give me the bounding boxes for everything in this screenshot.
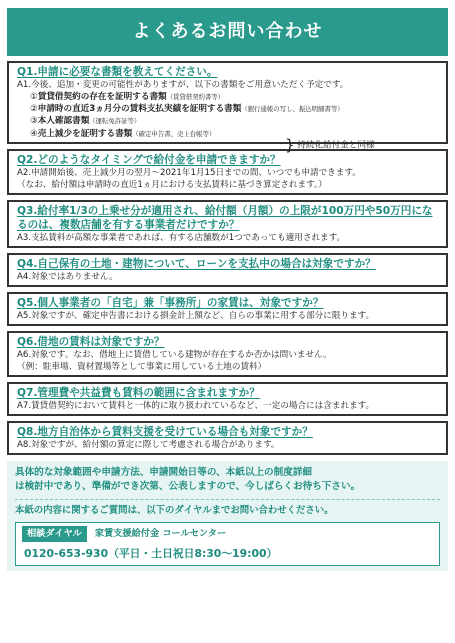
faq-item-q4 <box>7 253 448 287</box>
document-number: ① <box>30 92 38 102</box>
faq-item-q5 <box>7 292 448 326</box>
contact-intro: 本紙の内容に関するご質問は、以下のダイヤルまでお問い合わせください。 <box>15 504 334 516</box>
document-note: （運転免許証等） <box>89 117 141 126</box>
question-text: Q2.どのようなタイミングで給付金を申請できますか？ <box>17 153 281 166</box>
answer-text: A1.今後、追加・変更の可能性がありますが、以下の書類をご用意いただく予定です。 <box>17 80 349 90</box>
faq-item-q7 <box>7 382 448 416</box>
question-text: Q4.自己保有の土地・建物について、ローンを支払中の場合は対象ですか？ <box>17 257 376 270</box>
contact-label: 相談ダイヤル <box>22 526 87 542</box>
answer-text: A6.対象です。なお、借地上に賃借している建物が存在するか否かは問いません。 <box>17 349 332 360</box>
answer-text: A3.支払賃料が高額な事業者であれば、有する店舗数が1つであっても適用されます。 <box>17 232 346 243</box>
document-item <box>17 91 440 103</box>
answer-text: A4.対象ではありません。 <box>17 271 118 282</box>
document-label: 申請時の直近3ヵ月分の賃料支払実績を証明する書類 <box>37 104 242 115</box>
question-text: Q5.個人事業者の「自宅」兼「事務所」の家賃は、対象ですか？ <box>17 296 324 309</box>
info-panel <box>7 461 448 571</box>
answer-text: A7.賃貸借契約において賃料と一体的に取り扱われているなど、一定の場合には含まれます。 <box>17 400 375 411</box>
document-number: ② <box>30 104 38 115</box>
document-note: （銀行通帳の写し、振込明細書等） <box>241 105 344 114</box>
phone-number[interactable]: 0120-653-930（平日・土日祝日8:30～19:00） <box>24 546 278 560</box>
call-center-name: 家賃支援給付金 コールセンター <box>94 527 227 539</box>
faq-item-q1 <box>7 61 448 154</box>
divider <box>15 499 440 500</box>
answer-text: （なお、給付額は申請時の直近1ヵ月における支払賃料に基づき算定されます。） <box>17 179 327 190</box>
answer-text: A2.申請開始後、売上減少月の翌月～2021年1月15日までの間、いつでも申請できます。 <box>17 167 361 178</box>
document-label: 売上減少を証明する書類 <box>37 128 133 139</box>
answer-text: （例：駐車場、資材置場等として事業に用している土地の賃料） <box>17 361 267 372</box>
required-documents-list <box>17 91 440 154</box>
question-text: Q7.管理費や共益費も賃料の範囲に含まれますか？ <box>17 386 260 399</box>
document-number: ④ <box>30 128 38 139</box>
faq-item-q6 <box>7 331 448 377</box>
info-note: 具体的な対象範囲や申請方法、申請開始日等の、本紙以上の制度詳細 <box>15 466 313 478</box>
faq-item-q2 <box>7 149 448 195</box>
answer-text: A8.対象ですが、給付額の算定に際して考慮される場合があります。 <box>17 439 280 450</box>
question-text: Q6.借地の賃料は対象ですか？ <box>17 335 165 348</box>
contact-box <box>15 522 440 566</box>
answer-text: A5.対象ですが、確定申告書における損金計上額など、自らの事業に用する部分に限ります。 <box>17 310 375 321</box>
document-number: ③ <box>30 116 38 127</box>
info-note: は検討中であり、準備ができ次第、公表しますので、今しばらくお待ち下さい。 <box>15 480 361 492</box>
document-label: 賃貸借契約の存在を証明する書類 <box>37 92 167 102</box>
bracket-note-text: 持続化給付金と同様 <box>297 140 375 151</box>
document-item <box>17 103 440 115</box>
faq-item-q8 <box>7 421 448 455</box>
question-text: Q1.申請に必要な書類を教えてください。 <box>17 66 218 78</box>
bracket-note <box>285 136 375 154</box>
question-text: Q8.地方自治体から賃料支援を受けている場合も対象ですか？ <box>17 425 313 438</box>
faq-item-q3 <box>7 200 448 248</box>
document-item <box>17 115 440 127</box>
contact-header <box>16 523 439 545</box>
page-title: よくあるお問い合わせ <box>7 8 448 56</box>
question-text: Q3.給付率1/3の上乗せ分が適用され、給付額（月額）の上限が100万円や50万円になるのは、複数店舗を有する事業者だけですか？ <box>17 204 433 231</box>
right-brace-icon: } <box>285 136 295 154</box>
document-note: （賃貸借契約書等） <box>166 93 225 101</box>
document-note: （確定申告書、売上台帳等） <box>132 129 216 138</box>
document-label: 本人確認書類 <box>37 116 90 127</box>
document-item <box>17 128 440 140</box>
